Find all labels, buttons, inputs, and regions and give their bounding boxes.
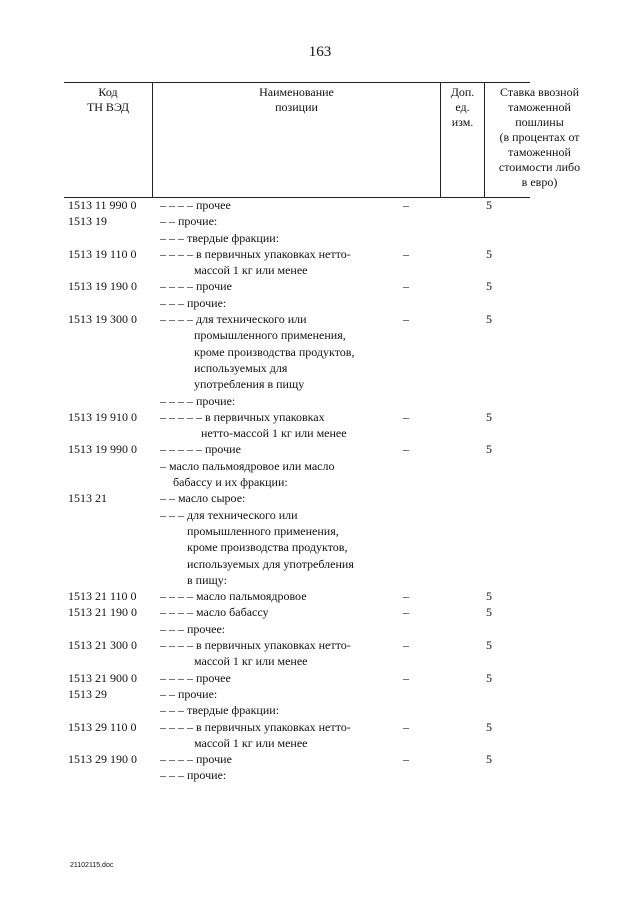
row-unit: – <box>403 279 409 294</box>
row-duty-rate: 5 <box>486 638 492 653</box>
row-description-first-line <box>160 458 392 474</box>
row-description-first-line <box>160 767 392 783</box>
row-unit: – <box>403 409 409 424</box>
row-description-first-line <box>160 507 392 523</box>
row-duty-rate: 5 <box>486 670 492 685</box>
row-dash-prefix: – – – – <box>160 198 193 212</box>
row-description-continuation: используемых для <box>194 360 288 375</box>
row-dash-prefix: – – – – <box>160 312 193 327</box>
table-row <box>64 490 530 506</box>
row-description-first-line <box>160 213 392 229</box>
row-description-text: прочие: <box>196 393 236 408</box>
row-description-first-line <box>160 686 392 702</box>
row-description <box>160 393 392 409</box>
row-dash-prefix: – – – <box>160 621 184 636</box>
table-row <box>64 311 530 392</box>
row-duty-rate: 5 <box>486 279 492 294</box>
table-row <box>64 441 530 457</box>
row-duty-rate <box>420 458 518 491</box>
row-description-text: масло пальмоядровое <box>196 589 307 604</box>
row-duty-rate <box>420 213 518 229</box>
row-description <box>160 670 392 686</box>
tariff-table-body <box>64 197 530 784</box>
row-duty-rate <box>420 393 518 409</box>
row-duty-rate <box>420 230 518 246</box>
row-dash-prefix: – – – – – <box>160 409 202 424</box>
row-duty-rate <box>420 686 518 702</box>
row-code: 1513 19 910 0 <box>68 409 137 424</box>
row-unit: – <box>403 752 409 767</box>
row-description-text: прочее: <box>187 621 226 636</box>
table-row <box>64 621 530 637</box>
row-description <box>160 197 392 213</box>
row-description-first-line <box>160 295 392 311</box>
row-code <box>64 230 160 246</box>
row-code <box>64 458 160 491</box>
row-unit <box>392 686 420 702</box>
row-code: 1513 11 990 0 <box>68 198 137 212</box>
row-dash-prefix: – – – – <box>160 752 193 767</box>
row-duty-rate: 5 <box>486 442 492 457</box>
row-description <box>160 686 392 702</box>
row-unit <box>392 393 420 409</box>
table-row <box>64 702 530 718</box>
row-unit <box>392 295 420 311</box>
row-code: 1513 19 300 0 <box>68 312 137 327</box>
row-description <box>160 767 392 783</box>
row-dash-prefix: – – – <box>160 230 184 245</box>
row-unit <box>392 767 420 783</box>
row-description-continuation: бабассу и их фракции: <box>173 475 288 490</box>
table-row <box>64 213 530 229</box>
row-description-first-line <box>160 197 392 213</box>
row-dash-prefix: – <box>160 458 166 473</box>
row-duty-rate: 5 <box>486 589 492 604</box>
row-description-text: масло сырое: <box>178 491 246 506</box>
row-description-text: масло бабассу <box>196 605 269 620</box>
row-duty-rate: 5 <box>486 312 492 327</box>
row-duty-rate <box>420 767 518 783</box>
row-duty-rate <box>420 702 518 718</box>
row-description <box>160 458 392 491</box>
row-code: 1513 29 110 0 <box>68 719 137 734</box>
row-description <box>160 441 392 457</box>
row-description-continuation: промышленного применения, <box>194 328 346 343</box>
row-unit: – <box>403 638 409 653</box>
row-dash-prefix: – – – – <box>160 670 193 685</box>
table-row <box>64 670 530 686</box>
row-description <box>160 507 392 588</box>
row-description-text: в первичных упаковках нетто- <box>196 638 351 653</box>
row-description <box>160 621 392 637</box>
row-description-text: прочие: <box>178 214 218 229</box>
row-description <box>160 702 392 718</box>
row-unit: – <box>403 670 409 685</box>
row-unit <box>392 621 420 637</box>
table-row <box>64 409 530 442</box>
row-description-first-line <box>160 604 392 620</box>
row-description-text: в первичных упаковках нетто- <box>196 719 351 734</box>
row-description-first-line <box>160 409 392 425</box>
row-code <box>64 621 160 637</box>
file-name: 21102115.doc <box>70 862 114 869</box>
table-header <box>64 82 581 198</box>
row-code: 1513 21 300 0 <box>68 638 137 653</box>
row-dash-prefix: – – – – <box>160 246 193 261</box>
row-description <box>160 604 392 620</box>
row-dash-prefix: – – – <box>160 507 184 522</box>
row-unit <box>392 213 420 229</box>
row-description-continuation: кроме производства продуктов, <box>187 540 348 555</box>
row-description-text: прочее <box>196 198 231 212</box>
row-description-first-line <box>160 719 392 735</box>
page-number: 163 <box>308 44 332 60</box>
row-description-first-line <box>160 702 392 718</box>
row-dash-prefix: – – – – <box>160 638 193 653</box>
row-description-continuation: употребления в пищу <box>194 377 305 392</box>
row-unit: – <box>403 719 409 734</box>
row-description-first-line <box>160 393 392 409</box>
row-description-text: твердые фракции: <box>187 703 280 718</box>
row-code: 1513 21 <box>68 491 107 506</box>
row-description-first-line <box>160 246 392 262</box>
row-description-text: для технического или <box>196 312 307 327</box>
row-code: 1513 19 <box>68 214 107 229</box>
table-row <box>64 295 530 311</box>
row-unit <box>392 230 420 246</box>
table-row <box>64 637 530 670</box>
row-description-text: прочие <box>196 279 232 294</box>
row-unit: – <box>403 246 409 261</box>
row-code: 1513 19 110 0 <box>68 246 137 261</box>
row-duty-rate <box>420 621 518 637</box>
row-dash-prefix: – – – – <box>160 589 193 604</box>
row-description <box>160 409 392 442</box>
row-description-text: в первичных упаковках нетто- <box>196 246 351 261</box>
row-description <box>160 246 392 279</box>
row-dash-prefix: – – – <box>160 295 184 310</box>
row-description-text: прочие <box>196 752 232 767</box>
row-code: 1513 29 190 0 <box>68 752 137 767</box>
row-description-first-line <box>160 637 392 653</box>
row-unit: – <box>403 442 409 457</box>
row-code: 1513 19 990 0 <box>68 442 137 457</box>
table-row <box>64 767 530 783</box>
row-duty-rate <box>420 507 518 588</box>
row-dash-prefix: – – – – – <box>160 442 202 457</box>
row-description-first-line <box>160 670 392 686</box>
row-unit <box>392 702 420 718</box>
row-description <box>160 295 392 311</box>
row-code <box>64 702 160 718</box>
row-code <box>64 507 160 588</box>
table-row <box>64 588 530 604</box>
row-description <box>160 637 392 670</box>
row-code <box>64 295 160 311</box>
table-row <box>64 393 530 409</box>
row-unit: – <box>403 312 409 327</box>
row-description-text: твердые фракции: <box>187 230 280 245</box>
table-row <box>64 507 530 588</box>
row-code: 1513 29 <box>68 686 107 701</box>
row-description-continuation: в пищу: <box>187 572 227 587</box>
row-duty-rate <box>420 490 518 506</box>
row-description-continuation: массой 1 кг или менее <box>194 735 308 750</box>
row-dash-prefix: – – <box>160 686 175 701</box>
row-description <box>160 719 392 752</box>
row-description-continuation: промышленного применения, <box>187 523 339 538</box>
row-duty-rate: 5 <box>486 246 492 261</box>
row-description-text: для технического или <box>187 507 298 522</box>
row-description-continuation: массой 1 кг или менее <box>194 654 308 669</box>
row-description-text: прочие: <box>178 686 218 701</box>
row-code: 1513 21 190 0 <box>68 605 137 620</box>
row-code <box>64 767 160 783</box>
row-dash-prefix: – – <box>160 491 175 506</box>
row-description-text: масло пальмоядровое или масло <box>169 458 335 473</box>
table-row <box>64 246 530 279</box>
row-description-continuation: нетто-массой 1 кг или менее <box>201 426 347 441</box>
row-code: 1513 21 110 0 <box>68 589 137 604</box>
row-dash-prefix: – – – – <box>160 393 193 408</box>
table-row <box>64 458 530 491</box>
row-description-continuation: используемых для употребления <box>187 556 354 571</box>
row-description <box>160 588 392 604</box>
header-unit: Доп. ед. изм. <box>440 83 484 197</box>
row-description-text: прочие: <box>187 295 227 310</box>
row-description-text: в первичных упаковках <box>205 409 325 424</box>
row-unit: – <box>403 605 409 620</box>
row-description-first-line <box>160 278 392 294</box>
table-row <box>64 719 530 752</box>
row-duty-rate <box>420 295 518 311</box>
row-description-first-line <box>160 311 392 327</box>
row-dash-prefix: – – – – <box>160 719 193 734</box>
row-unit <box>392 458 420 491</box>
row-description-first-line <box>160 588 392 604</box>
row-description-first-line <box>160 621 392 637</box>
row-duty-rate: 5 <box>486 719 492 734</box>
row-description <box>160 751 392 767</box>
row-dash-prefix: – – <box>160 214 175 229</box>
table-row <box>64 197 530 213</box>
table-row <box>64 278 530 294</box>
row-description-text: прочие <box>205 442 241 457</box>
row-description <box>160 278 392 294</box>
row-description <box>160 311 392 392</box>
row-description-first-line <box>160 751 392 767</box>
row-duty-rate: 5 <box>486 752 492 767</box>
row-description <box>160 230 392 246</box>
header-name: Наименование позиции <box>152 83 440 197</box>
row-code: 1513 21 900 0 <box>68 670 137 685</box>
table-row <box>64 686 530 702</box>
row-description-first-line <box>160 490 392 506</box>
table-row <box>64 230 530 246</box>
row-unit <box>392 507 420 588</box>
row-description-first-line <box>160 441 392 457</box>
row-description-continuation: кроме производства продуктов, <box>194 344 355 359</box>
row-description-text: прочие: <box>187 768 227 783</box>
row-dash-prefix: – – – – <box>160 605 193 620</box>
row-description-text: прочее <box>196 670 231 685</box>
row-dash-prefix: – – – <box>160 768 184 783</box>
header-rate: Ставка ввозной таможенной пошлины (в процентах от таможенной стоимости либо в евро) <box>484 83 594 197</box>
row-duty-rate: 5 <box>486 605 492 620</box>
row-code <box>64 393 160 409</box>
row-duty-rate: 5 <box>486 198 492 212</box>
row-dash-prefix: – – – <box>160 703 184 718</box>
row-code: 1513 19 190 0 <box>68 279 137 294</box>
row-dash-prefix: – – – – <box>160 279 193 294</box>
row-duty-rate: 5 <box>486 409 492 424</box>
row-description <box>160 213 392 229</box>
row-description-continuation: массой 1 кг или менее <box>194 263 308 278</box>
row-description <box>160 490 392 506</box>
row-unit: – <box>403 198 409 212</box>
row-description-first-line <box>160 230 392 246</box>
header-code: Код ТН ВЭД <box>86 85 130 114</box>
table-row <box>64 751 530 767</box>
table-row <box>64 604 530 620</box>
row-unit: – <box>403 589 409 604</box>
row-unit <box>392 490 420 506</box>
